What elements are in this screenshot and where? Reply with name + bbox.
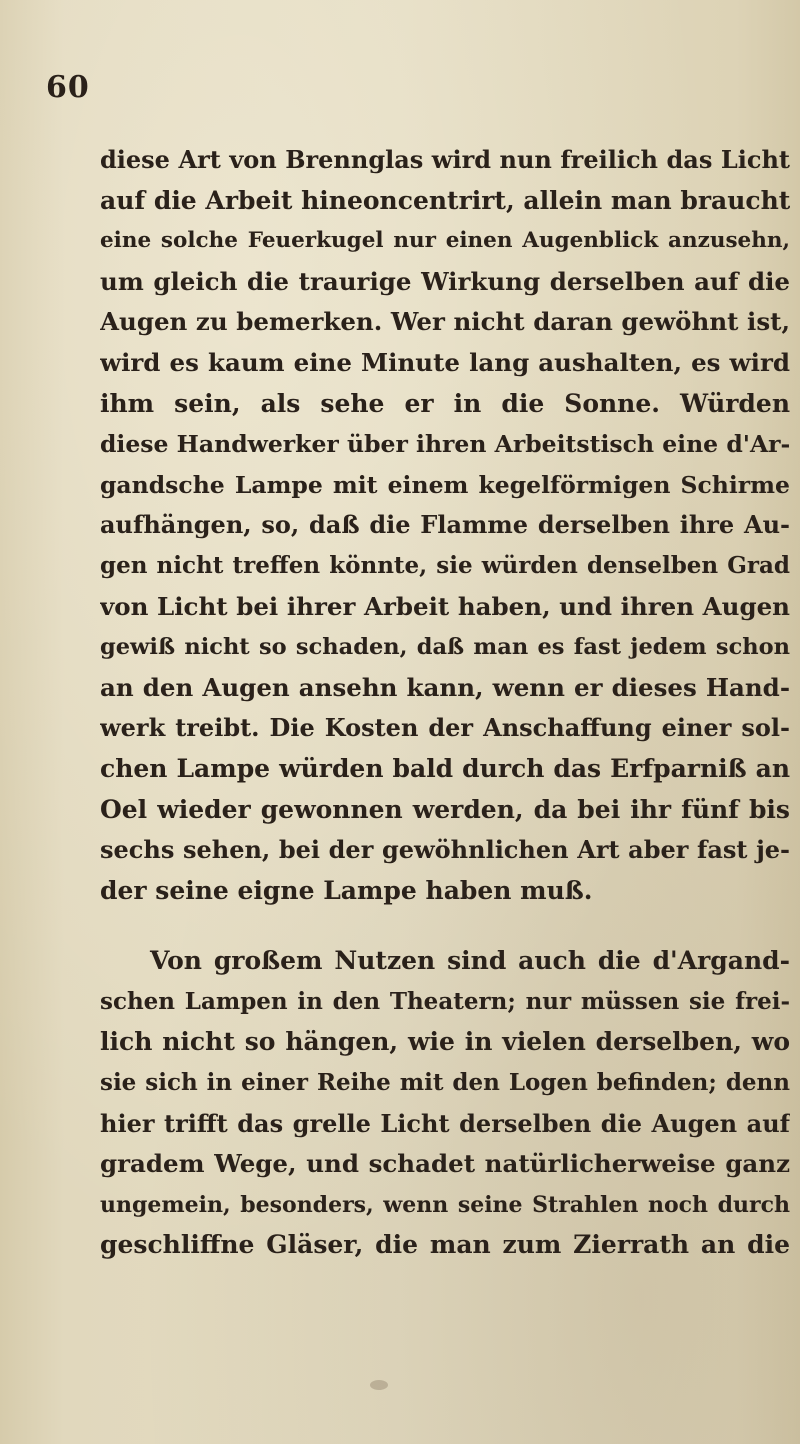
text-line: Oel wieder gewonnen werden, da bei ihr fünf bis [100, 794, 790, 824]
text-line: um gleich die traurige Wirkung derselben auf die [100, 266, 790, 296]
text-line: an den Augen ansehn kann, wenn er dieses Hand- [100, 672, 790, 702]
paragraph-2 [100, 941, 790, 1266]
text-line: eine solche Feuerkugel nur einen Augenblick anzusehn, [100, 228, 790, 254]
text-line: chen Lampe würden bald durch das Erfparniß an [100, 753, 790, 783]
text-line: Von großem Nutzen sind auch die d'Argand- [150, 946, 790, 976]
text-line: schen Lampen in den Theatern; nur müssen sie frei- [100, 987, 790, 1015]
text-line: diese Art von Brennglas wird nun freilich das Licht [100, 145, 790, 174]
text-line: Augen zu bemerken. Wer nicht daran gewöhnt ist, [100, 307, 790, 337]
text-line: lich nicht so hängen, wie in vielen derselben, wo [100, 1027, 790, 1057]
text-line: ihm sein, als sehe er in die Sonne. Würden [100, 388, 790, 418]
paragraph-1 [100, 140, 790, 911]
text-line: gen nicht treffen könnte, sie würden denselben Grad [100, 551, 790, 579]
text-line: auf die Arbeit hineoncentrirt, allein man braucht [100, 185, 790, 215]
paragraph-gap [100, 911, 790, 941]
text-line: werk treibt. Die Kosten der Anschaffung einer sol- [100, 713, 790, 743]
paper-blemish [370, 1380, 388, 1390]
text-line: hier trifft das grelle Licht derselben die Augen auf [100, 1108, 790, 1138]
text-line: gandsche Lampe mit einem kegelförmigen Schirme [100, 470, 790, 499]
text-line: gradem Wege, und schadet natürlicherweise ganz [100, 1149, 790, 1179]
text-line: der seine eigne Lampe haben muß. [100, 875, 593, 905]
text-line: ungemein, besonders, wenn seine Strahlen noch durch [100, 1191, 790, 1218]
text-line: aufhängen, so, daß die Flamme derselben ihre Au- [100, 510, 790, 540]
text-line: wird es kaum eine Minute lang aushalten, es wird [100, 347, 790, 377]
text-line: geschliffne Gläser, die man zum Zierrath an die [100, 1230, 790, 1260]
text-line: sechs sehen, bei der gewöhnlichen Art aber fast je- [100, 835, 790, 865]
text-line: von Licht bei ihrer Arbeit haben, und ihren Augen [100, 591, 790, 621]
page-number: 60 [46, 70, 90, 105]
text-line: diese Handwerker über ihren Arbeitstisch eine d'Ar- [100, 430, 790, 459]
text-line: sie sich in einer Reihe mit den Logen befinden; denn [100, 1069, 790, 1097]
text-line: gewiß nicht so schaden, daß man es fast jedem schon [100, 634, 790, 661]
body-text [100, 140, 790, 1266]
